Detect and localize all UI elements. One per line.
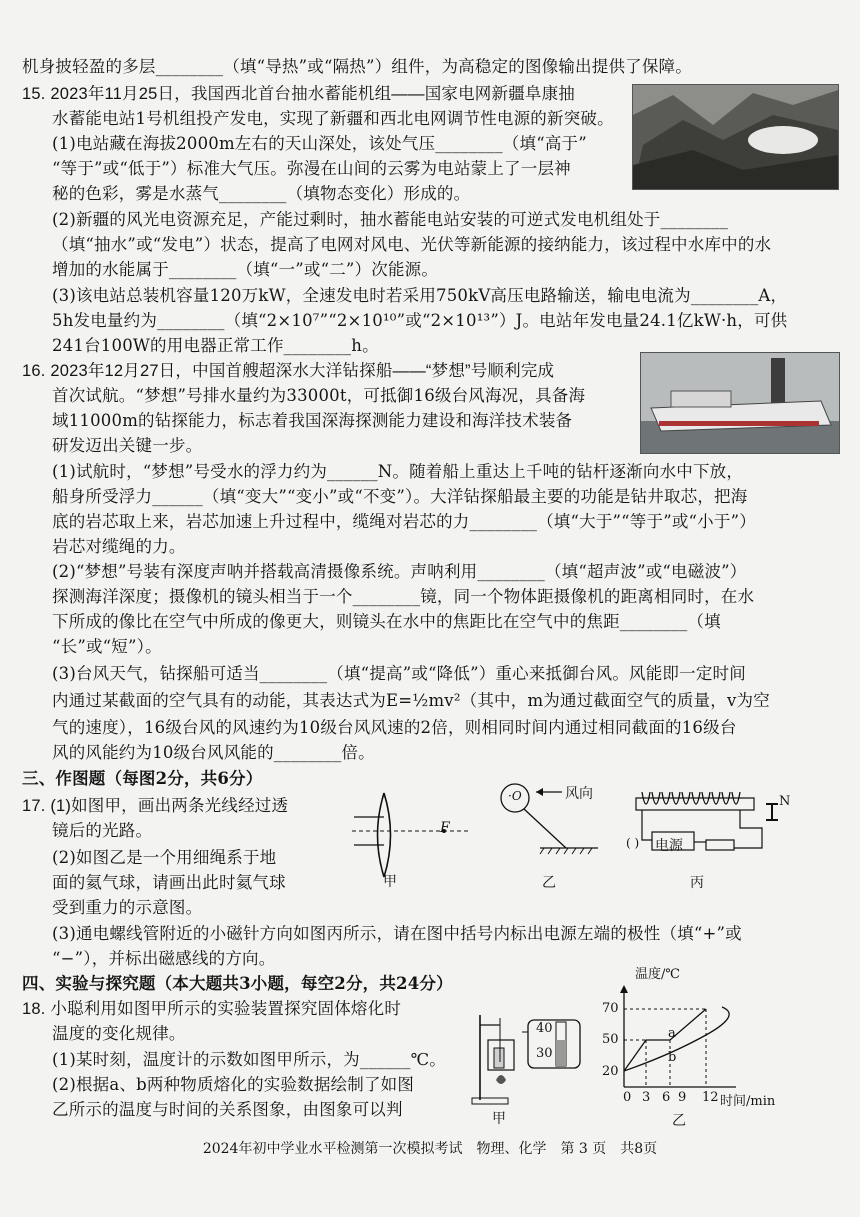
text-line: (1)试航时，“梦想”号受水的浮力约为______N。随着船上重达上千吨的钻杆逐渐向水中下放， [52,462,744,481]
text-line: 241台100W的用电器正常工作________h。 [52,336,379,355]
text-line: “等于”或“低于”）标准大气压。弥漫在山间的云雾为电站蒙上了一层神 [52,159,571,178]
text-line: 域11000m的钻探能力，标志着我国深海探测能力建设和海洋技术装备 [52,411,573,430]
text-line: 秘的色彩，雾是水蒸气________（填物态变化）形成的。 [52,184,471,203]
text-line: 下所成的像比在空气中所成的像更大，则镜头在水中的焦距比在空气中的焦距________（填 [52,612,721,631]
text-line: 面的氦气球，请画出此时氦气球 [52,873,286,892]
graph-curve-b-label: b [668,1050,677,1065]
question-18-line: 18. 小聪利用如图甲所示的实验装置探究固体熔化时 [22,1000,402,1018]
text-line: 增加的水能属于________（填“一”或“二”）次能源。 [52,260,439,279]
figure-18-yi-label: 乙 [672,1113,686,1129]
text-line: 研发迈出关键一步。 [52,436,203,455]
text-line: (3)通电螺线管附近的小磁针方向如图丙所示，请在图中括号内标出电源左端的极性（填“+”或 [52,924,742,943]
text-line: “长”或“短”）。 [52,637,162,656]
text-line: “−”），并标出磁感线的方向。 [52,949,276,968]
graph-tick-12: 12 [702,1090,719,1105]
text-line: 岩芯对缆绳的力。 [52,537,186,556]
graph-tick-20: 20 [602,1064,619,1079]
figure-yi-label: 乙 [542,875,556,891]
graph-y-axis-label: 温度/℃ [635,967,680,982]
wind-direction-label: 风向 [565,786,593,802]
graph-x-axis-label: 时间/min [720,1094,776,1109]
thermometer-30-label: 30 [536,1046,553,1061]
figure-18-jia-label: 甲 [492,1111,506,1127]
graph-tick-3: 3 [642,1090,651,1105]
text-line: （填“抽水”或“发电”）状态，提高了电网对风电、光伏等新能源的接纳能力，该过程中水库中的水 [52,235,772,254]
thermometer-40-label: 40 [536,1021,553,1036]
text-line: (2)根据a、b两种物质熔化的实验数据绘制了如图 [52,1075,415,1094]
section-3-heading: 三、作图题（每图2分，共6分） [22,769,263,788]
lens-diagram [352,783,472,889]
text-line: 气的速度），16级台风的风速约为10级台风风速的2倍，则相同时间内通过相同截面的16级台 [52,718,737,737]
graph-tick-9: 9 [678,1090,687,1105]
text-line: 探测海洋深度；摄像机的镜头相当于一个________镜，同一个物体距摄像机的距离相同时，在水 [52,587,755,606]
text-line: 内通过某截面的空气具有的动能，其表达式为E=½mv²（其中，m为通过截面空气的质量，v为空 [52,691,770,710]
text-line: (1)某时刻，温度计的示数如图甲所示，为______℃。 [52,1050,446,1069]
text-line: (1)电站藏在海拔2000m左右的天山深处，该处气压________（填“高于” [52,134,587,153]
question-16-line: 16. 2023年12月27日，中国首艘超深水大洋钻探船——“梦想”号顺利完成 [22,362,555,380]
graph-tick-6: 6 [662,1090,671,1105]
north-pole-label: N [779,794,791,809]
reservoir-photo [632,84,839,190]
question-15-line: 15. 2023年11月25日，我国西北首台抽水蓄能机组——国家电网新疆阜康抽 [22,85,576,103]
section-4-heading: 四、实验与探究题（本大题共3小题，每空2分，共24分） [22,974,453,993]
graph-tick-70: 70 [602,1001,619,1016]
text-line: 镜后的光路。 [52,821,153,840]
text-line: 船身所受浮力______（填“变大”“变小”或“不变”）。大洋钻探船最主要的功能是钻井取芯，把海 [52,487,748,506]
question-17-line: 17. (1)如图甲，画出两条光线经过透 [22,797,289,815]
text-line: 受到重力的示意图。 [52,898,203,917]
text-line: 风的风能约为10级台风风能的________倍。 [52,743,375,762]
focus-label: F [440,820,450,836]
text-line: 5h发电量约为________（填“2×10⁷”“2×10¹⁰”或“2×10¹³”）J。电站年发电量24.1亿kW·h，可供 [52,311,788,330]
balloon-center-label: ·O [508,789,522,803]
text-line: 底的岩芯取上来，岩芯加速上升过程中，缆绳对岩芯的力________（填“大于”“等于”或“小于”） [52,512,756,531]
text-line: (2)新疆的风光电资源充足，产能过剩时，抽水蓄能电站安装的可逆式发电机组处于________ [52,210,729,229]
figure-bing-label: 丙 [690,875,704,891]
graph-tick-50: 50 [602,1032,619,1047]
text-line: (3)台风天气，钻探船可适当________（填“提高”或“降低”）重心来抵御台风。风能即一定时间 [52,664,746,683]
text-line: 乙所示的温度与时间的关系图象，由图象可以判 [52,1100,403,1119]
polarity-bracket: ( ) [626,836,640,850]
graph-tick-0: 0 [623,1090,632,1105]
page-footer: 2024年初中学业水平检测第一次模拟考试 物理、化学 第 3 页 共8页 [202,1141,658,1157]
graph-curve-a-label: a [668,1026,676,1041]
text-line: (2)如图乙是一个用细绳系于地 [52,848,277,867]
text-line: 温度的变化规律。 [52,1024,186,1043]
text-line: 水蓄能电站1号机组投产发电，实现了新疆和西北电网调节性电源的新突破。 [52,109,614,128]
text-line: 机身披轻盈的多层________（填“导热”或“隔热”）组件，为高稳定的图像输出提供了保障。 [22,57,692,76]
text-line: (2)“梦想”号装有深度声呐并搭载高清摄像系统。声呐利用________（填“超声波”或“电磁波”） [52,562,747,581]
text-line: 首次试航。“梦想”号排水量约为33000t，可抵御16级台风海况，具备海 [52,386,586,405]
figure-jia-label: 甲 [383,874,397,890]
ship-photo [640,352,840,454]
text-line: (3)该电站总装机容量120万kW，全速发电时若采用750kV高压电路输送，输电电流为________A， [52,286,788,305]
melting-apparatus-diagram [470,1010,590,1110]
power-source-label: 电源 [655,838,683,854]
